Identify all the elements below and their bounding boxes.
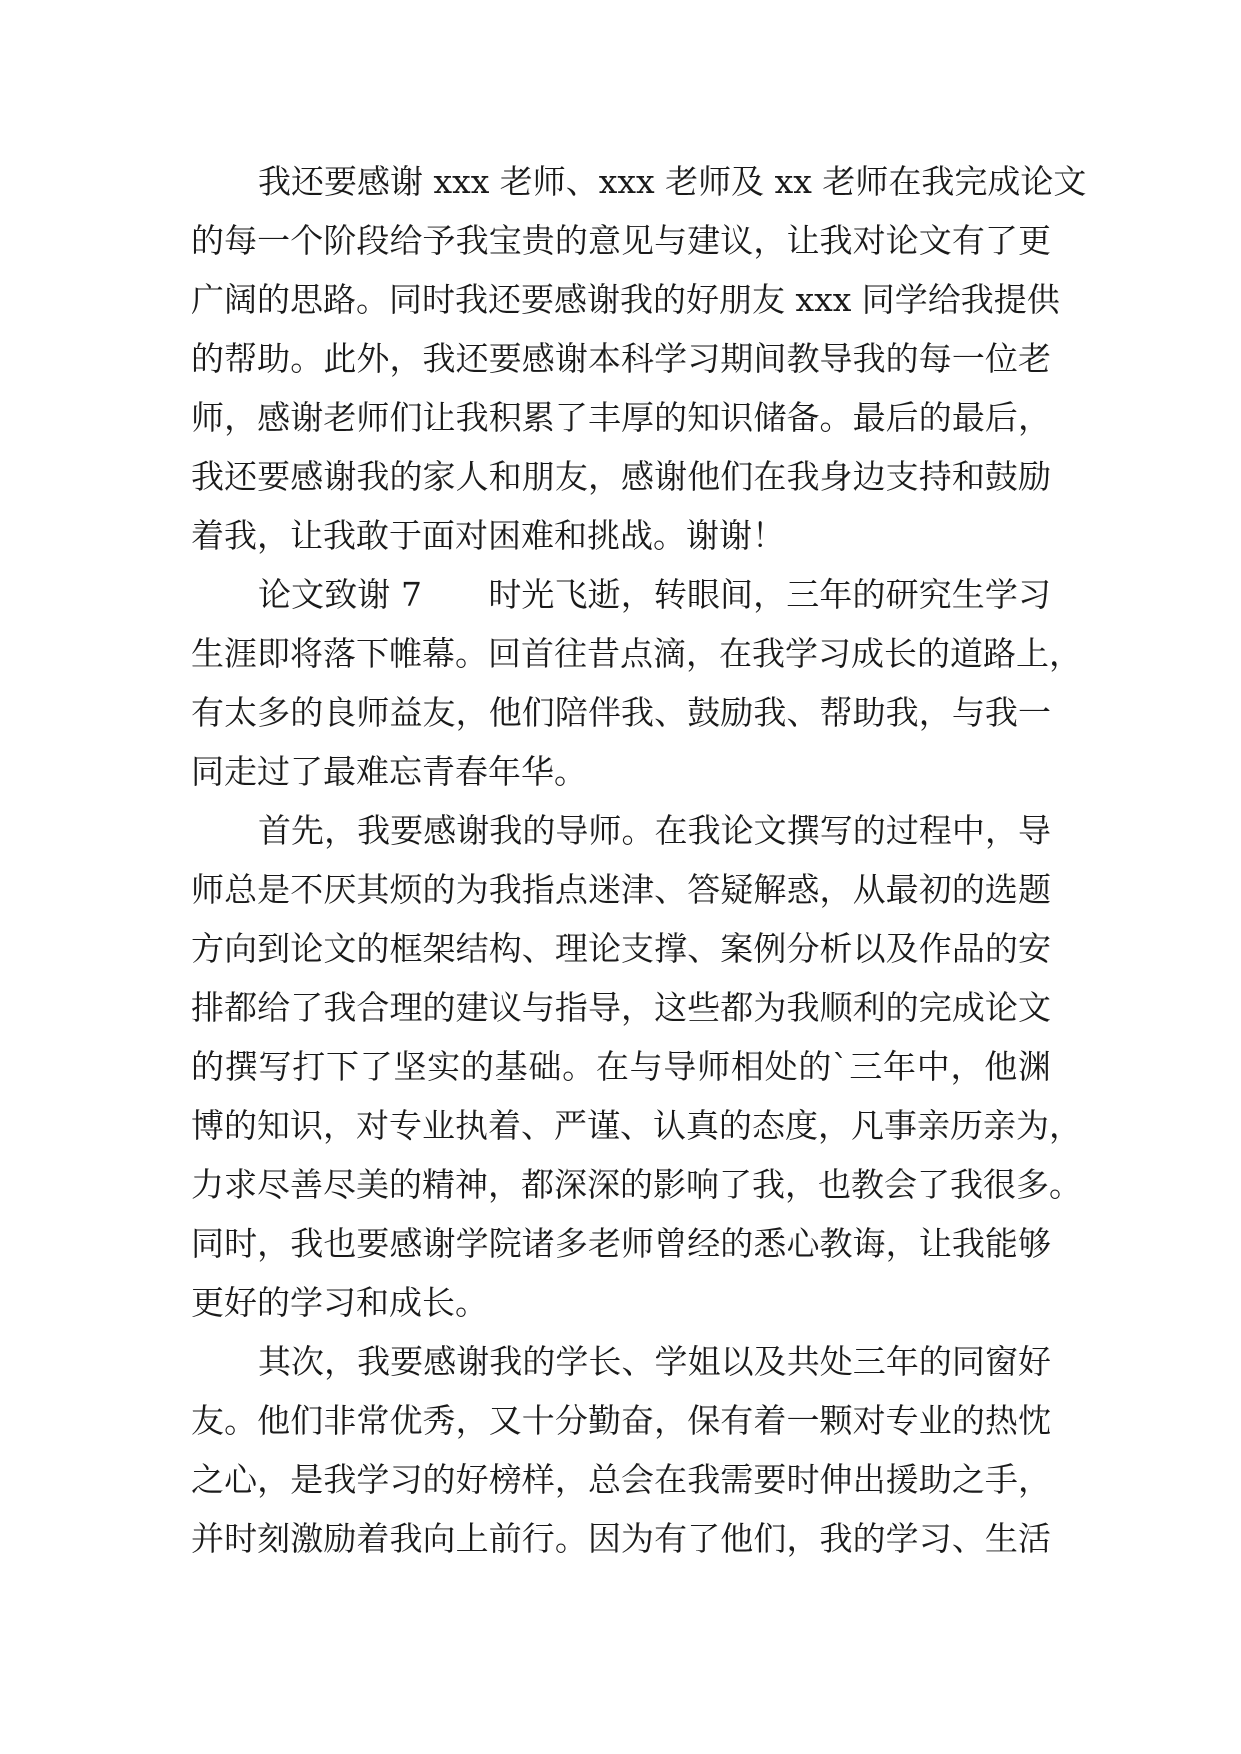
paragraph-3-line-4: 排都给了我合理的建议与指导，这些都为我顺利的完成论文 <box>191 988 1051 1027</box>
paragraph-2-line-4: 同走过了最难忘青春年华。 <box>191 752 587 791</box>
paragraph-2-line-3: 有太多的良师益友，他们陪伴我、鼓励我、帮助我，与我一 <box>191 693 1051 732</box>
paragraph-1-line-4: 的帮助。此外，我还要感谢本科学习期间教导我的每一位老 <box>191 339 1051 378</box>
paragraph-1-line-1: 我还要感谢 xxx 老师、xxx 老师及 xx 老师在我完成论文 <box>258 162 1087 201</box>
paragraph-1-line-2: 的每一个阶段给予我宝贵的意见与建议，让我对论文有了更 <box>191 221 1051 260</box>
paragraph-3-line-6: 博的知识，对专业执着、严谨、认真的态度，凡事亲历亲为， <box>191 1106 1082 1145</box>
paragraph-4-line-1: 其次，我要感谢我的学长、学姐以及共处三年的同窗好 <box>258 1342 1051 1381</box>
text-column <box>191 152 1087 1568</box>
paragraph-3-line-5: 的撰写打下了坚实的基础。在与导师相处的`三年中，他渊 <box>191 1047 1051 1086</box>
paragraph-3-line-3: 方向到论文的框架结构、理论支撑、案例分析以及作品的安 <box>191 929 1051 968</box>
paragraph-2-line-1: 论文致谢 7 时光飞逝，转眼间，三年的研究生学习 <box>258 575 1051 614</box>
paragraph-3-line-8: 同时，我也要感谢学院诸多老师曾经的悉心教诲，让我能够 <box>191 1224 1051 1263</box>
paragraph-1-line-7: 着我，让我敢于面对困难和挑战。谢谢！ <box>191 516 785 555</box>
paragraph-3-line-7: 力求尽善尽美的精神，都深深的影响了我，也教会了我很多。 <box>191 1165 1082 1204</box>
paragraph-3-line-2: 师总是不厌其烦的为我指点迷津、答疑解惑，从最初的选题 <box>191 870 1051 909</box>
paragraph-2-line-2: 生涯即将落下帷幕。回首往昔点滴，在我学习成长的道路上， <box>191 634 1082 673</box>
paragraph-3-line-1: 首先，我要感谢我的导师。在我论文撰写的过程中，导 <box>258 811 1051 850</box>
paragraph-1-line-6: 我还要感谢我的家人和朋友，感谢他们在我身边支持和鼓励 <box>191 457 1051 496</box>
paragraph-4-line-4: 并时刻激励着我向上前行。因为有了他们，我的学习、生活 <box>191 1519 1051 1558</box>
paragraph-4-line-2: 友。他们非常优秀，又十分勤奋，保有着一颗对专业的热忱 <box>191 1401 1051 1440</box>
paragraph-4-line-3: 之心，是我学习的好榜样，总会在我需要时伸出援助之手， <box>191 1460 1051 1499</box>
paragraph-1-line-5: 师，感谢老师们让我积累了丰厚的知识储备。最后的最后， <box>191 398 1051 437</box>
paragraph-1-line-3: 广阔的思路。同时我还要感谢我的好朋友 xxx 同学给我提供 <box>191 280 1060 319</box>
paragraph-3-line-9: 更好的学习和成长。 <box>191 1283 488 1322</box>
